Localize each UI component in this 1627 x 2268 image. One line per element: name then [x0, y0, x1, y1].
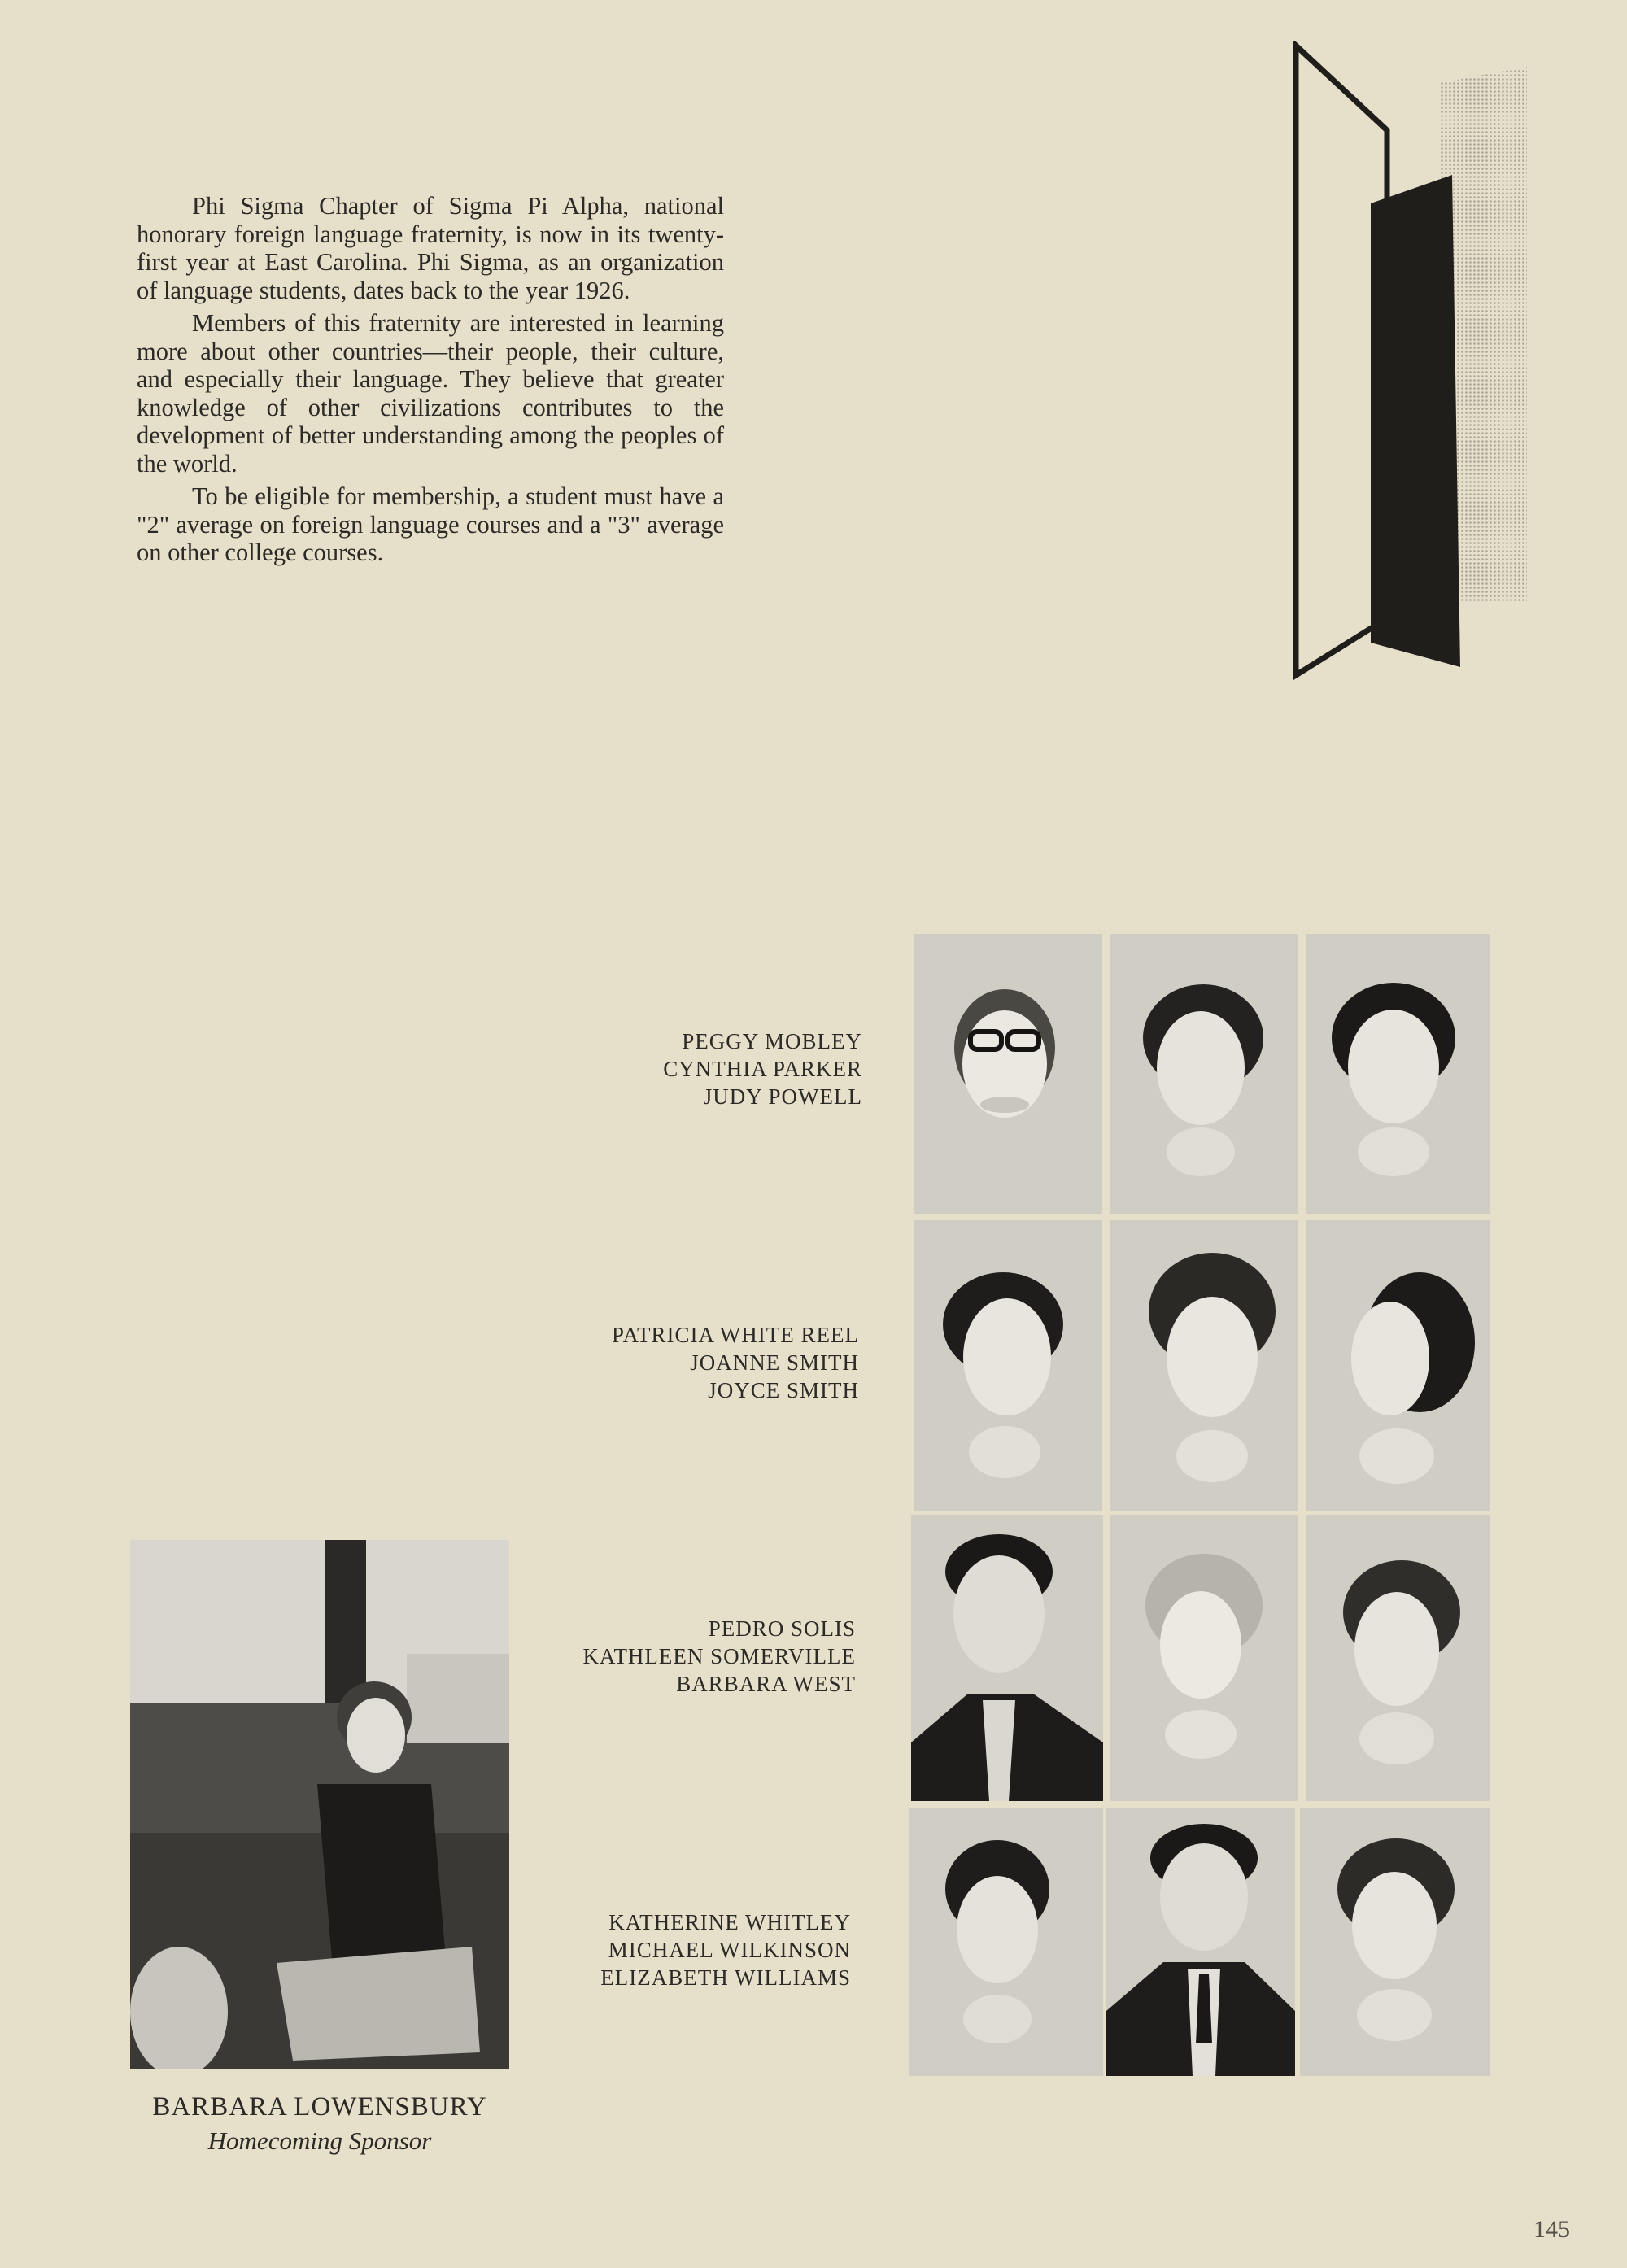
portrait-photo — [911, 1515, 1103, 1801]
portrait-photo — [1110, 1515, 1298, 1801]
member-name: KATHLEEN SOMERVILLE — [582, 1644, 856, 1668]
member-name: MICHAEL WILKINSON — [608, 1938, 851, 1962]
decorative-door-graphic — [1289, 41, 1542, 691]
portrait-photo — [914, 934, 1102, 1214]
portrait-photo — [1306, 934, 1490, 1214]
portrait-photo — [1306, 1220, 1490, 1511]
member-name: PEDRO SOLIS — [708, 1616, 856, 1641]
portrait-photo — [909, 1808, 1103, 2076]
member-name: BARBARA WEST — [676, 1672, 856, 1696]
portrait-photo — [1110, 1220, 1298, 1511]
intro-paragraph-1: Phi Sigma Chapter of Sigma Pi Alpha, national honorary foreign language fraternity, is now in its twenty-first year at East Carolina. Phi Sigma, as an organization of language students, dates back to the year 1926. — [137, 192, 724, 304]
intro-paragraph-3: To be eligible for membership, a student must have a "2" average on foreign language courses and a "3" average on other college courses. — [137, 482, 724, 566]
portrait-photo — [914, 1220, 1102, 1511]
member-name: PEGGY MOBLEY — [682, 1029, 862, 1053]
sponsor-photo — [130, 1540, 509, 2069]
member-name: ELIZABETH WILLIAMS — [600, 1965, 851, 1990]
member-name: JUDY POWELL — [703, 1084, 862, 1109]
names-row-2 — [436, 1321, 859, 1404]
intro-paragraph-2: Members of this fraternity are interested in learning more about other countries—their people, their culture, and especially their language. They believe that greater knowledge of other civilizations contributes to the development of better understanding among the peoples of the world. — [137, 309, 724, 478]
member-name: JOYCE SMITH — [708, 1378, 859, 1402]
portrait-photo — [1110, 934, 1298, 1214]
portrait-photo — [1300, 1808, 1490, 2076]
sponsor-title: Homecoming Sponsor — [207, 2126, 432, 2155]
portrait-photo — [1106, 1808, 1295, 2076]
member-name: CYNTHIA PARKER — [663, 1057, 862, 1081]
member-name: KATHERINE WHITLEY — [608, 1910, 851, 1934]
page-number: 145 — [1533, 2216, 1570, 2243]
member-name: PATRICIA WHITE REEL — [611, 1323, 859, 1347]
portrait-photo — [1306, 1515, 1490, 1801]
sponsor-name: BARBARA LOWENSBURY — [152, 2092, 487, 2122]
names-row-1 — [439, 1027, 862, 1110]
member-name: JOANNE SMITH — [690, 1350, 859, 1375]
intro-text — [137, 192, 724, 572]
